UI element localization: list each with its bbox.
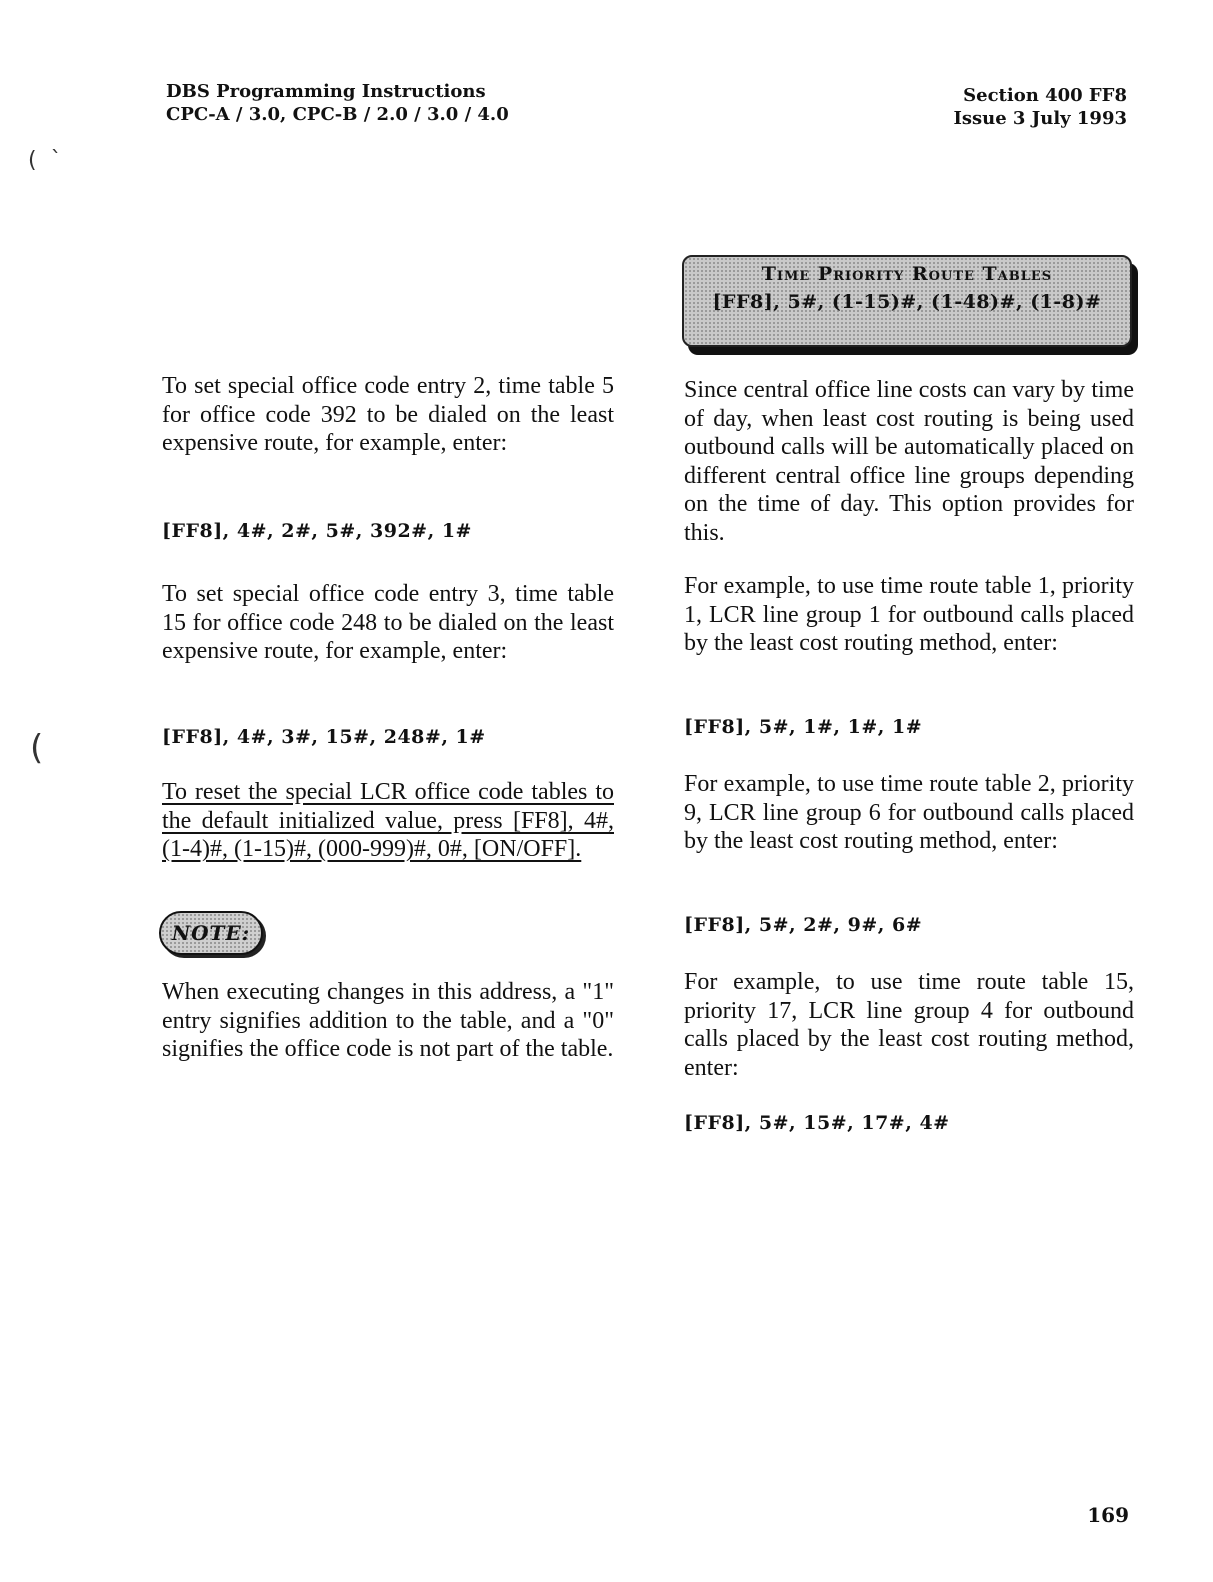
right-command-1: [FF8], 5#, 1#, 1#, 1# (684, 716, 923, 738)
right-example-2: For example, to use time route table 2, priority 9, LCR line group 6 for outbound calls placed by the least cost routing method, enter: (684, 771, 1134, 854)
header-right (953, 84, 1127, 130)
left-paragraph-1: To set special office code entry 2, time table 5 for office code 392 to be dialed on the least expensive route, for example, enter: (162, 373, 614, 456)
left-paragraph-2: To set special office code entry 3, time table 15 for office code 248 to be dialed on the least expensive route, for example, enter: (162, 581, 614, 664)
section-title-box (682, 255, 1132, 347)
margin-mark-top: ( ` (28, 148, 62, 173)
margin-mark-left: ( (30, 728, 44, 768)
document-title: DBS Programming Instructions (166, 81, 486, 102)
header-left (166, 80, 509, 126)
issue-label: Issue 3 July 1993 (953, 108, 1127, 129)
section-label: Section 400 FF8 (963, 85, 1127, 106)
note-text: When executing changes in this address, a "1" entry signifies addition to the table, and a "0" signifies the office code is not part of the table. (162, 979, 614, 1062)
reset-instructions: To reset the special LCR office code tables to the default initialized value, press [FF8], 4#, (1-4)#, (1-15)#, (000-999)#, 0#, [ON/OFF]. (162, 779, 614, 862)
right-command-3: [FF8], 5#, 15#, 17#, 4# (684, 1112, 950, 1134)
right-command-2: [FF8], 5#, 2#, 9#, 6# (684, 914, 923, 936)
note-badge: NOTE: (159, 911, 263, 955)
section-title: Time Priority Route Tables (761, 263, 1053, 285)
left-command-2: [FF8], 4#, 3#, 15#, 248#, 1# (162, 726, 486, 748)
right-example-1: For example, to use time route table 1, priority 1, LCR line group 1 for outbound calls placed by the least cost routing method, enter: (684, 573, 1134, 656)
page-number: 169 (1087, 1503, 1129, 1527)
left-command-1: [FF8], 4#, 2#, 5#, 392#, 1# (162, 520, 472, 542)
right-example-3: For example, to use time route table 15, priority 17, LCR line group 4 for outbound calls placed by the least cost routing method, enter: (684, 969, 1134, 1081)
section-command: [FF8], 5#, (1-15)#, (1-48)#, (1-8)# (712, 291, 1102, 313)
right-intro: Since central office line costs can vary by time of day, when least cost routing is being used outbound calls will be automatically placed on different central office line groups depending on the time of day. This option provides for this. (684, 377, 1134, 546)
document-versions: CPC-A / 3.0, CPC-B / 2.0 / 3.0 / 4.0 (166, 104, 509, 125)
